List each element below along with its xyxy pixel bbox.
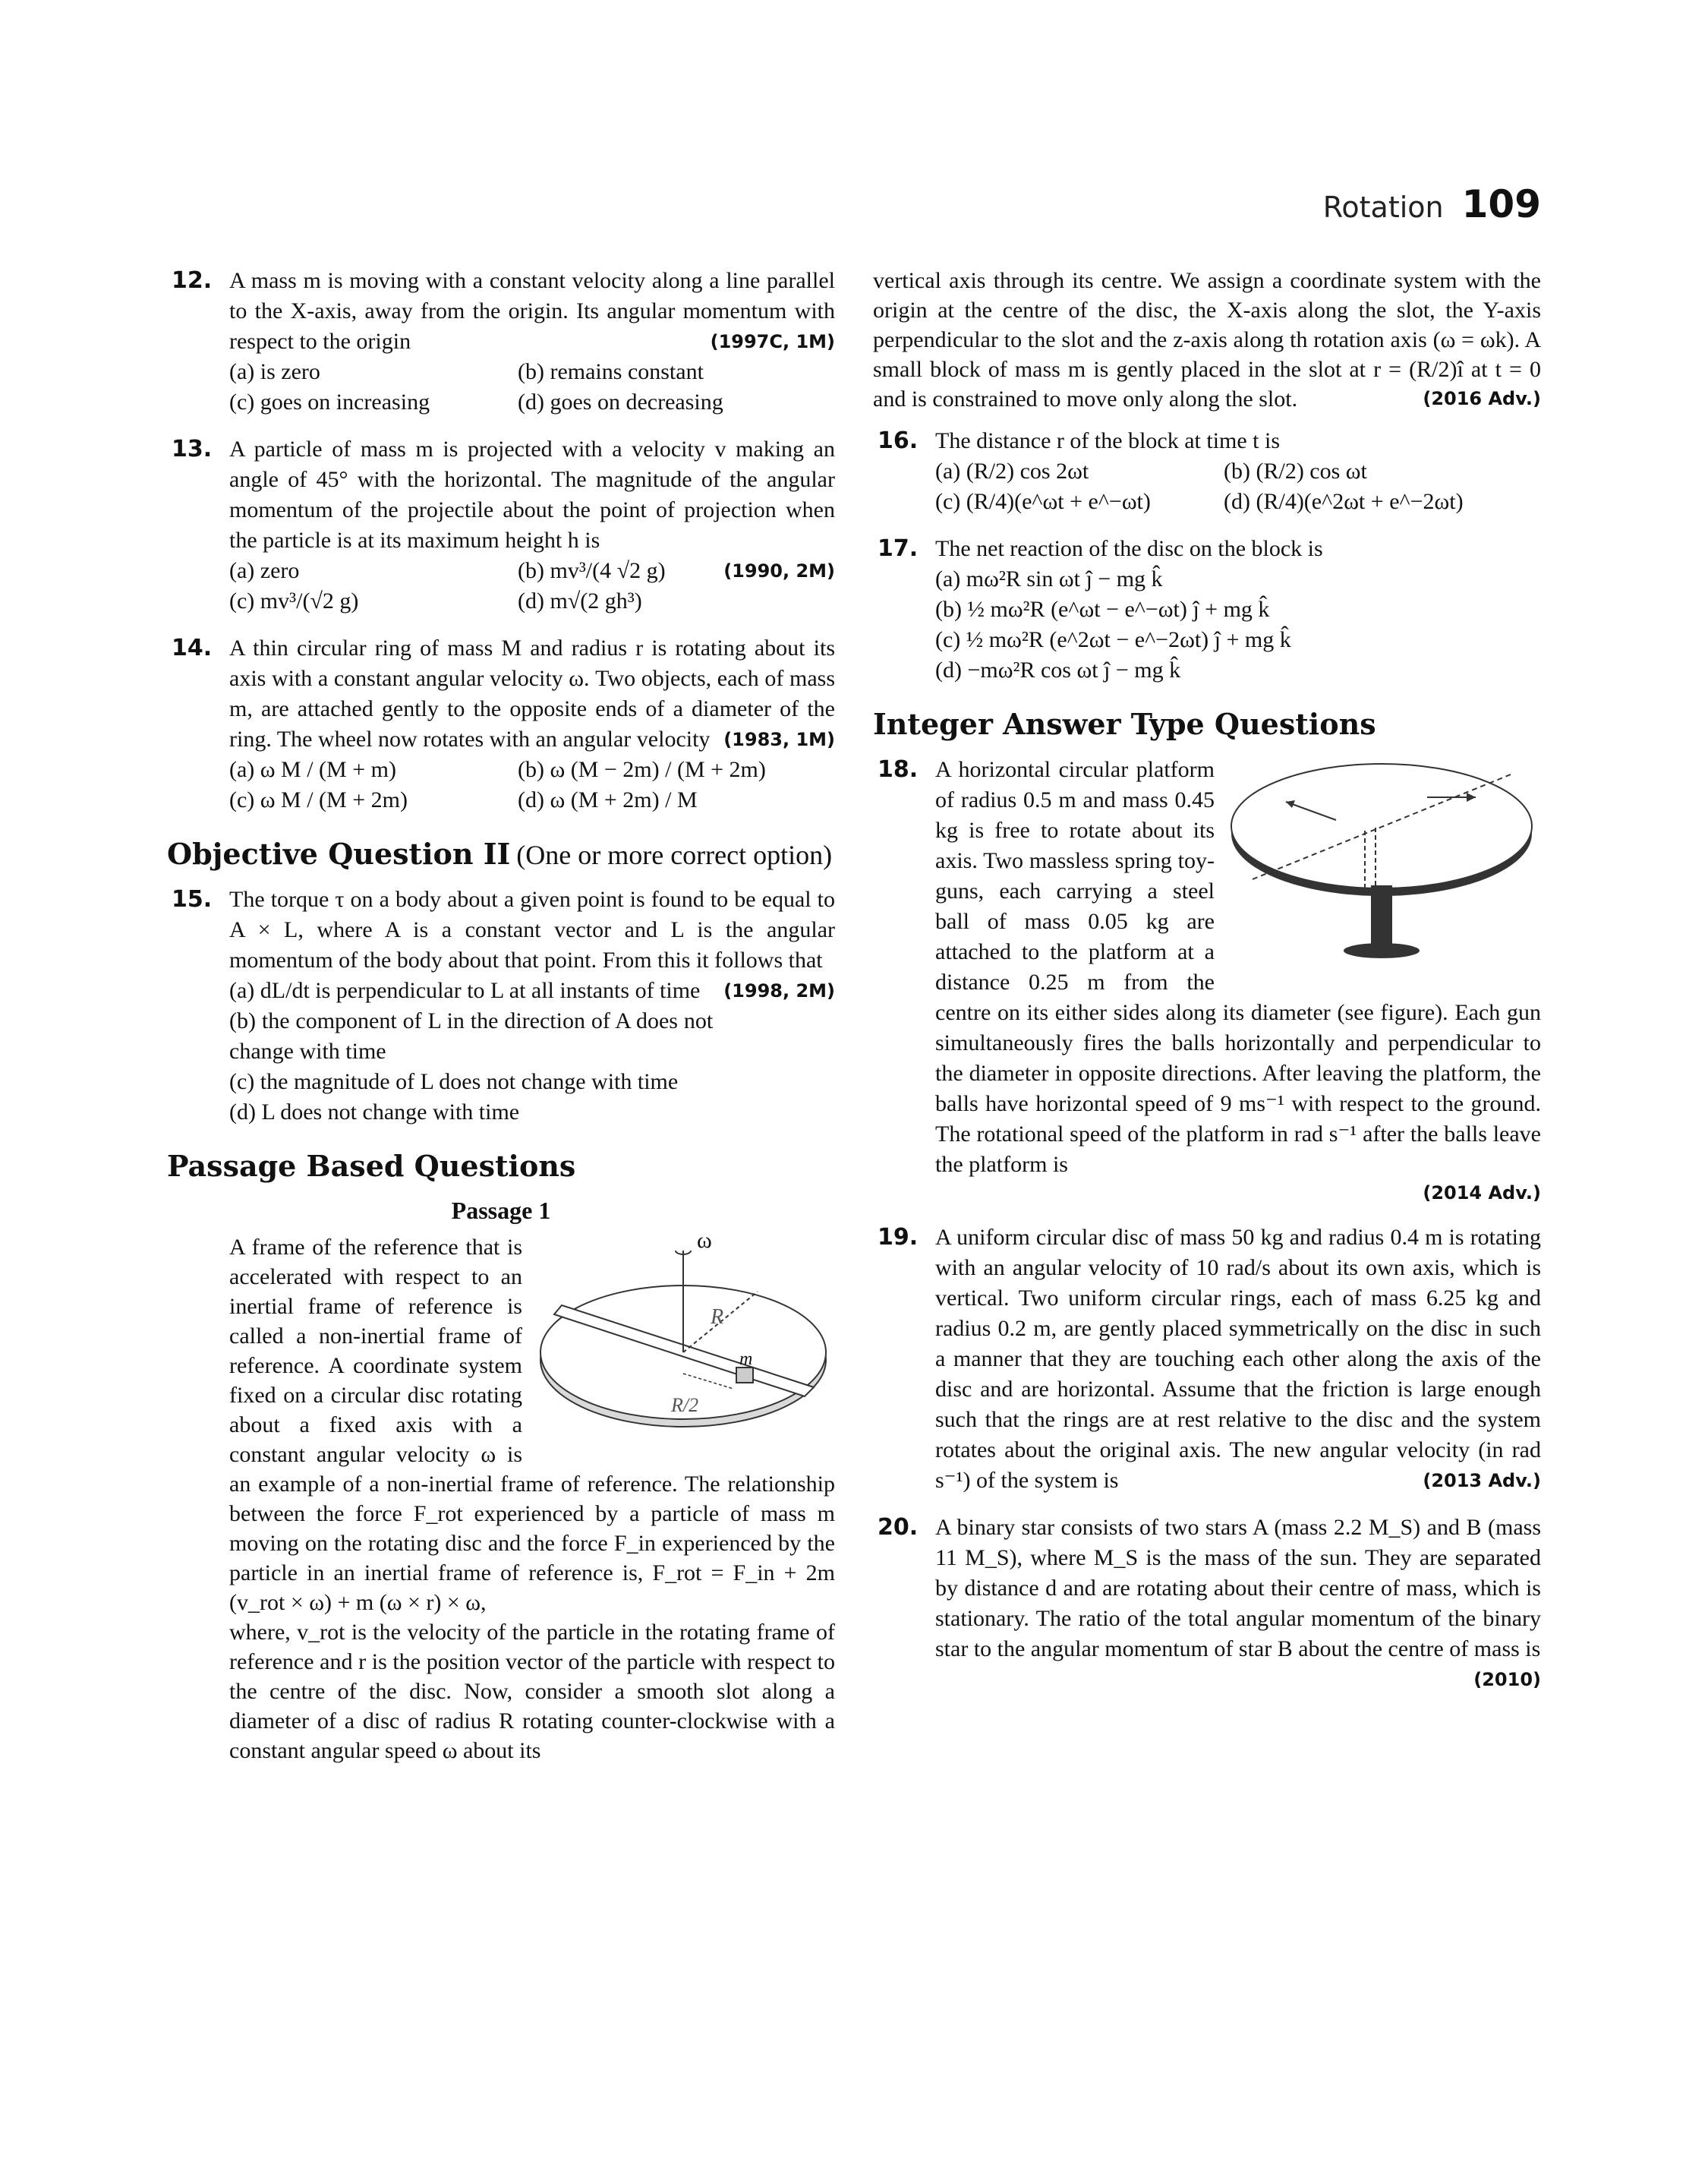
question-number: 16.: [878, 427, 919, 454]
option-a: (a) is zero: [229, 359, 320, 384]
rotating-disc-figure: [531, 1225, 835, 1453]
question-text: A particle of mass m is projected with a velocity v making an angle of 45° with the horizontal. The magnitude of the angular momentum of the projectile about the point of projection when the particle is at its maximum height h is: [229, 437, 835, 553]
section-heading-integer: Integer Answer Type Questions: [873, 707, 1376, 741]
question-number: 17.: [878, 535, 919, 562]
option-c: (c) goes on increasing: [229, 390, 430, 415]
block-label: m: [739, 1349, 753, 1369]
question-19: [873, 1222, 1541, 1496]
passage-text-part-2: where, v_rot is the velocity of the particle in the rotating frame of reference and r is the position vector of the particle with respect to the centre of the disc. Now, consider a smooth slot along a diameter of a disc of radius R rotating counter-clockwise with a constant angular speed ω about its: [229, 1620, 835, 1763]
year-tag: (1998, 2M): [723, 980, 835, 1002]
question-13: [167, 434, 835, 617]
option-d: (d) goes on decreasing: [518, 390, 723, 415]
platform-figure: [1222, 744, 1541, 972]
passage-1: [167, 1228, 835, 1765]
half-radius-label: R/2: [671, 1394, 699, 1416]
year-tag: (1990, 2M): [723, 560, 835, 582]
option-c: (c) ½ mω²R (e^2ωt − e^−2ωt) ĵ + mg k̂: [935, 627, 1291, 652]
option-b: (b) ω (M − 2m) / (M + 2m): [518, 757, 766, 782]
question-18: [873, 755, 1541, 1206]
option-b: (b) remains constant: [518, 359, 704, 384]
question-16: [873, 426, 1541, 517]
section-heading-objective-2: [167, 837, 835, 871]
question-number: 13.: [172, 436, 213, 462]
option-d: (d) m√(2 gh³): [518, 588, 642, 614]
option-b: (b) mv³/(4 √2 g): [518, 558, 666, 583]
options: [229, 976, 713, 1128]
option-d: (d) ω (M + 2m) / M: [518, 787, 698, 812]
option-c: (c) mv³/(√2 g): [229, 588, 359, 614]
year-tag: (1983, 1M): [723, 729, 835, 750]
section-subtitle: (One or more correct option): [516, 840, 833, 870]
options: [229, 556, 835, 617]
question-number: 12.: [172, 267, 213, 294]
options: [229, 357, 835, 418]
year-tag: (2013 Adv.): [1423, 1470, 1541, 1491]
question-number: 18.: [878, 756, 919, 783]
left-column: [167, 266, 835, 1765]
option-c: (c) ω M / (M + 2m): [229, 787, 408, 812]
year-tag: (1997C, 1M): [710, 331, 835, 352]
options: [935, 456, 1541, 517]
year-tag: (2014 Adv.): [1423, 1182, 1541, 1203]
question-number: 20.: [878, 1514, 919, 1541]
passage-text-part-1: A frame of the reference that is accelerated with respect to an inertial frame of reference is called a non-inertial frame of reference. A coordinate system fixed on a circular disc rotating about a fixed axis with a constant angular velocity ω is an example of a non-inertial frame of reference. The relationship between the force F_rot experienced by a particle of mass m moving on the rotating disc and the force F_in experienced by the particle in an inertial frame of reference is, F_rot = F_in + 2m (v_rot × ω) + m (ω × r) × ω,: [229, 1235, 835, 1615]
year-tag: (2010): [1473, 1669, 1541, 1690]
question-text: A binary star consists of two stars A (mass 2.2 M_S) and B (mass 11 M_S), where M_S is the mass of the sun. They are separated by distance d and are rotating about their centre of mass, which is stationary. The ratio of the total angular momentum of the binary star to the angular momentum of star B about the centre of mass is: [935, 1515, 1541, 1661]
option-d: (d) L does not change with time: [229, 1099, 520, 1125]
section-heading-passage: Passage Based Questions: [167, 1149, 576, 1183]
question-number: 15.: [172, 886, 213, 913]
passage-text-part-3: vertical axis through its centre. We assign a coordinate system with the origin at the centre of the disc, the X-axis along the slot, the Y-axis perpendicular to the slot and the z-axis along th rotation axis (ω = ωk). A small block of mass m is gently placed in the slot at r = (R/2)î at t = 0 and is constrained to move only along the slot.: [873, 268, 1541, 412]
question-text: The net reaction of the disc on the block is: [935, 536, 1323, 561]
omega-label: ω: [697, 1228, 712, 1253]
question-12: [167, 266, 835, 418]
option-c: (c) (R/4)(e^ωt + e^−ωt): [935, 489, 1151, 514]
option-b-row: [518, 556, 835, 586]
option-a: (a) dL/dt is perpendicular to L at all instants of time: [229, 978, 701, 1003]
question-text: A mass m is moving with a constant velocity along a line parallel to the X-axis, away from the origin. Its angular momentum with respect to the origin: [229, 268, 835, 354]
section-title: Objective Question II: [167, 837, 511, 871]
question-text: A thin circular ring of mass M and radius r is rotating about its axis with a constant angular velocity ω. Two objects, each of mass m, are attached gently to the opposite ends of a diameter of the ring. The wheel now rotates with an angular velocity: [229, 636, 835, 752]
option-a: (a) ω M / (M + m): [229, 757, 396, 782]
option-c: (c) the magnitude of L does not change with time: [229, 1069, 679, 1094]
option-b: (b) ½ mω²R (e^ωt − e^−ωt) ĵ + mg k̂: [935, 597, 1270, 622]
question-20: [873, 1513, 1541, 1690]
right-column: [873, 266, 1541, 1695]
year-tag: (2016 Adv.): [1423, 388, 1541, 409]
question-number: 19.: [878, 1224, 919, 1251]
question-text: The distance r of the block at time t is: [935, 428, 1281, 453]
option-b: (b) the component of L in the direction of A does not change with time: [229, 1008, 714, 1064]
chapter-title: Rotation: [1322, 191, 1444, 224]
question-number: 14.: [172, 635, 213, 661]
radius-label: R: [711, 1305, 724, 1329]
passage-title: Passage 1: [451, 1197, 551, 1224]
question-17: [873, 534, 1541, 686]
option-d: (d) −mω²R cos ωt ĵ − mg k̂: [935, 658, 1181, 683]
option-a: (a) zero: [229, 558, 300, 583]
question-15: [167, 885, 835, 1128]
question-14: [167, 633, 835, 815]
options: [229, 755, 835, 815]
passage-1-continued: [873, 266, 1541, 414]
page-header: [1323, 182, 1541, 226]
question-text: A uniform circular disc of mass 50 kg and radius 0.4 m is rotating with an angular velocity of 10 rad/s about its own axis, which is vertical. Two uniform circular rings, each of mass 6.25 kg and radius 0.2 m, are gently placed symmetrically on the disc in such a manner that they are touching each other along the axis of the disc and are horizontal. Assume that the friction is large enough such that the rings are at rest relative to the disc and the system rotates about the original axis. The new angular velocity (in rad s⁻¹) of the system is: [935, 1225, 1541, 1493]
options: [935, 564, 1541, 686]
option-b: (b) (R/2) cos ωt: [1224, 459, 1367, 484]
option-a: (a) mω²R sin ωt ĵ − mg k̂: [935, 566, 1163, 591]
option-d: (d) (R/4)(e^2ωt + e^−2ωt): [1224, 489, 1464, 514]
page-number: 109: [1461, 182, 1541, 226]
question-text: A horizontal circular platform of radius 0.5 m and mass 0.45 kg is free to rotate about its axis. Two massless spring toy-guns, each carrying a steel ball of mass 0.05 kg are attached to the platform at a distance 0.25 m from the centre on its either sides along its diameter (see figure). Each gun simultaneously fires the balls horizontally and perpendicular to the diameter in opposite directions. After leaving the platform, the balls have horizontal speed of 9 ms⁻¹ with respect to the ground. The rotational speed of the platform in rad s⁻¹ after the balls leave the platform is: [935, 757, 1541, 1177]
option-a: (a) (R/2) cos 2ωt: [935, 459, 1089, 484]
question-text: The torque τ on a body about a given point is found to be equal to A × L, where A is a constant vector and L is the angular momentum of the body about that point. From this it follows that: [229, 887, 835, 973]
